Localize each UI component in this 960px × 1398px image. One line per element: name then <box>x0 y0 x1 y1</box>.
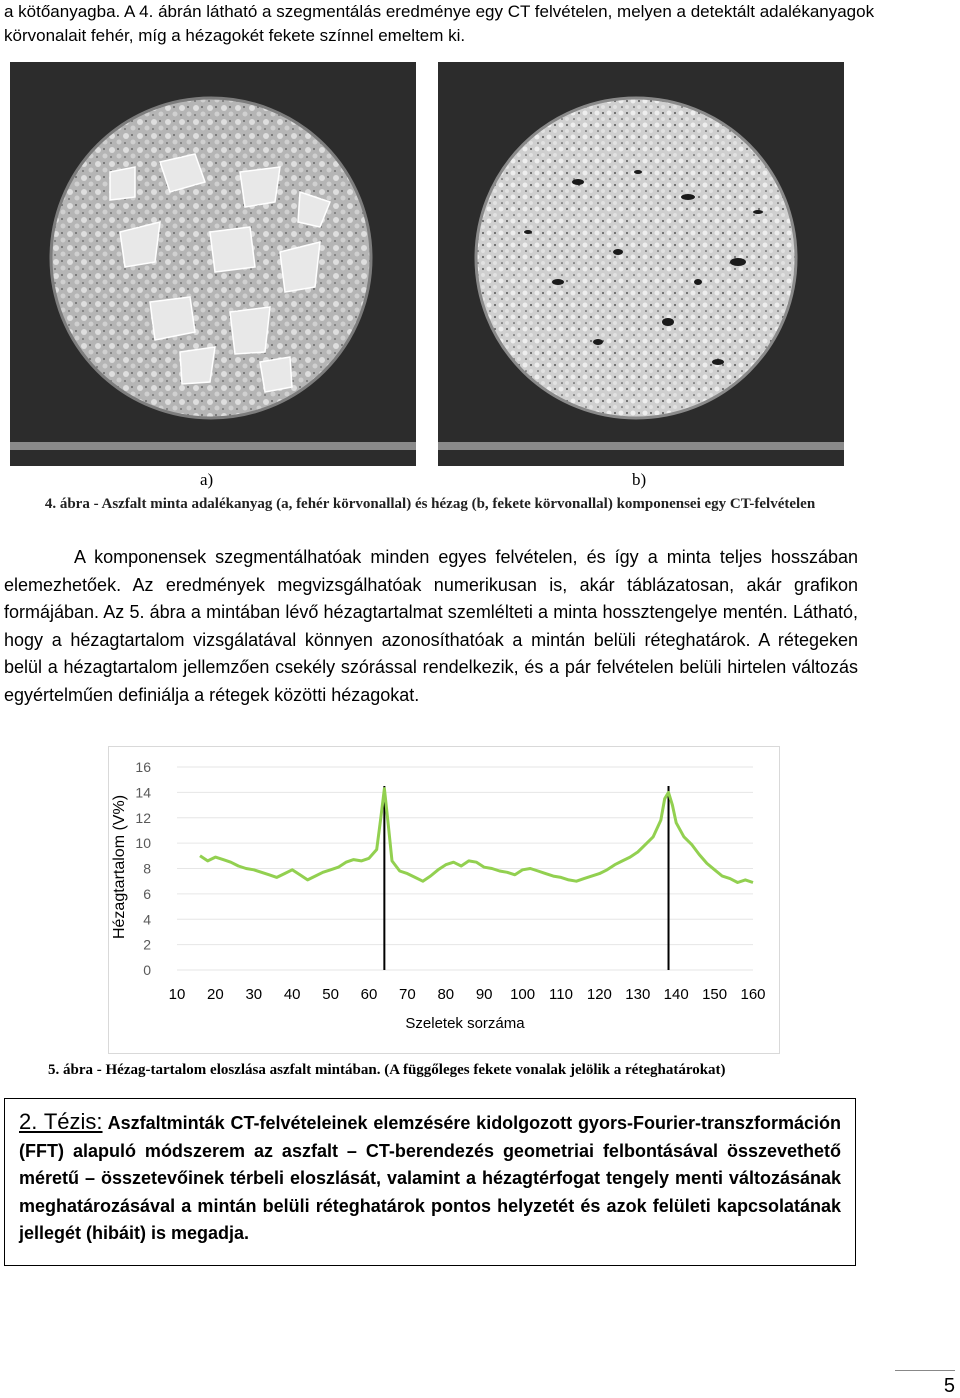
x-tick-label: 100 <box>510 986 536 1003</box>
figure4-label-b: b) <box>632 470 647 489</box>
x-tick-label: 120 <box>586 986 612 1003</box>
ct-scan-aggregate-image <box>10 62 416 466</box>
x-tick-label: 110 <box>549 986 573 1003</box>
x-tick-label: 10 <box>168 986 186 1003</box>
y-tick-label: 16 <box>135 759 151 775</box>
x-axis-label: Szeletek sorzáma <box>405 1015 525 1032</box>
thesis-number: 2. Tézis: <box>19 1109 103 1134</box>
ct-image-b <box>438 62 844 466</box>
y-tick-label: 2 <box>143 936 151 953</box>
intro-text: a kötőanyagba. A 4. ábrán látható a szegmentálás eredménye egy CT felvételen, melyen a detektált adalékanyagok körvonalait fehér, míg a hézagokét fekete színnel emeltem ki. <box>4 2 875 45</box>
y-tick-label: 14 <box>135 784 151 801</box>
thesis-text: Aszfaltminták CT-felvételeinek elemzésére kidolgozott gyors-Fourier-transzformáción (FFT) alapuló módszerem az aszfalt – CT-berendezés geometriai felbontásával összevethető méretű – összetevőinek térbeli eloszlását, valamint a hézagtérfogat tengely menti változásának meghatározásával a mintán belüli réteghatárok pontos helyzetét és azok felületi kapcsolatának jellegét (hibáit) is megadja. <box>19 1113 841 1243</box>
y-tick-label: 12 <box>135 809 151 826</box>
figure4-caption: 4. ábra - Aszfalt minta adalékanyag (a, fehér körvonallal) és hézag (b, fekete körvonallal) komponensei egy CT-felvételen <box>44 496 816 512</box>
y-tick-label: 6 <box>143 885 151 902</box>
y-tick-label: 10 <box>135 835 151 852</box>
x-tick-label: 30 <box>245 986 263 1003</box>
x-tick-label: 50 <box>322 986 339 1003</box>
page-number: 5 <box>895 1370 955 1398</box>
ct-image-a <box>10 62 416 466</box>
x-tick-label: 150 <box>702 986 728 1003</box>
thesis-box <box>4 1098 856 1266</box>
x-tick-label: 70 <box>399 986 416 1003</box>
x-tick-label: 130 <box>625 986 651 1003</box>
x-tick-label: 60 <box>360 986 378 1003</box>
figure5-caption: 5. ábra - Hézag-tartalom eloszlása aszfalt mintában. (A függőleges fekete vonalak jelölik a réteghatárokat) <box>48 1062 726 1078</box>
y-tick-label: 0 <box>143 962 151 978</box>
void-content-chart <box>108 746 780 1054</box>
chart-svg <box>109 747 781 1055</box>
x-tick-label: 90 <box>475 986 493 1003</box>
figure4-label-a: a) <box>200 470 214 489</box>
body-paragraph: A komponensek szegmentálhatóak minden egyes felvételen, és így a minta teljes hosszában elemezhetőek. Az eredmények megvizsgálhatóak numerikusan is, akár táblázatosan, akár grafikon formájában. Az 5. ábra a mintában lévő hézagtartalmat szemlélteti a minta hossztengelye mentén. Látható, hogy a hézagtartalom vizsgálatával könnyen azonosíthatóak a mintán belüli réteghatárok. A rétegeken belül a hézagtartalom jellemzően csekély szórással rendelkezik, és a pár felvételen belüli hirtelen változás egyértelműen definiálja a rétegek közötti hézagokat. <box>4 547 858 705</box>
x-tick-label: 20 <box>207 986 224 1003</box>
y-tick-label: 8 <box>143 860 151 877</box>
x-tick-label: 160 <box>740 986 766 1003</box>
x-tick-label: 140 <box>663 986 689 1003</box>
y-tick-label: 4 <box>143 911 151 928</box>
ct-scan-void-image <box>438 62 844 466</box>
y-axis-label: Hézagtartalom (V%) <box>111 794 128 940</box>
x-tick-label: 80 <box>437 986 455 1003</box>
x-tick-label: 40 <box>283 986 301 1003</box>
